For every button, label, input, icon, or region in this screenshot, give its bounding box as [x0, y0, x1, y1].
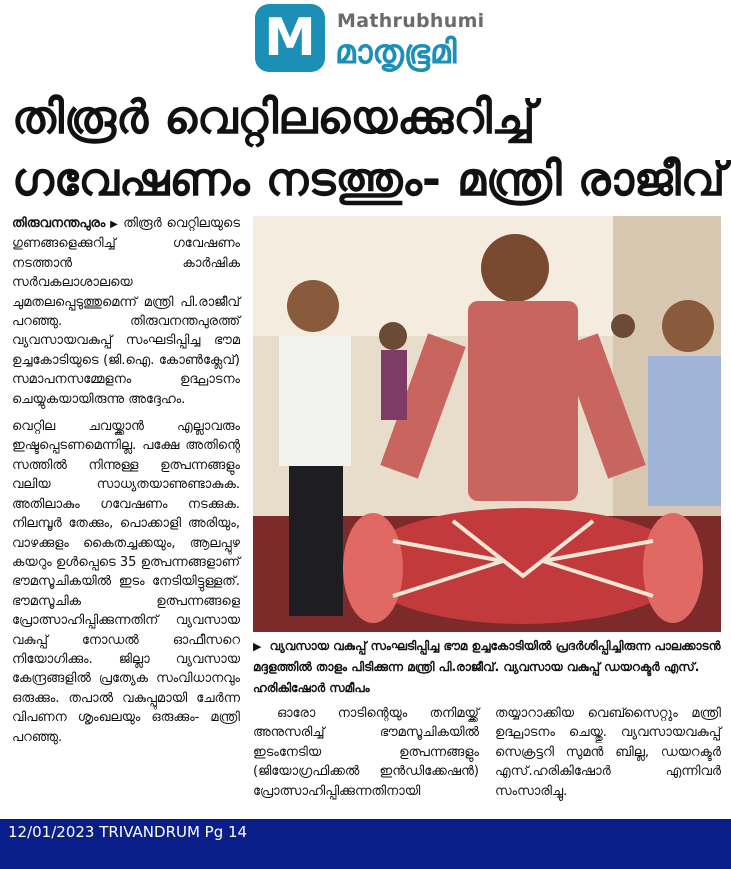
story-column-3: [495, 704, 721, 801]
brand-name-english: Mathrubhumi: [337, 10, 485, 32]
photo-caption: [253, 636, 721, 699]
story-column-2: [253, 704, 479, 801]
headline-line-1: തിരൂർ വെറ്റിലയെക്കുറിച്ച്: [12, 90, 536, 144]
masthead: [255, 4, 485, 76]
footer-edition-label: 12/01/2023 TRIVANDRUM Pg 14: [8, 823, 248, 841]
headline: [12, 86, 726, 210]
dateline-arrow-icon: ▶: [110, 219, 119, 230]
news-photo: [253, 216, 721, 632]
headline-line-2: ഗവേഷണം നടത്തും- മന്ത്രി രാജീവ്: [12, 152, 726, 206]
photo-illustration: [253, 216, 721, 632]
story-column-3-text: തയ്യാറാക്കിയ വെബ്സൈറ്റും മന്ത്രി ഉദ്ഘാടനം ചെയ്തു. വ്യവസായവകുപ്പ് സെക്രട്ടറി സുമൻ ബില്ല, ഡയറക്ടർ എസ്.ഹരികിഷോർ എന്നിവർ സംസാരിച്ചു.: [495, 706, 721, 799]
story-paragraph-2: വെറ്റില ചവയ്ക്കാൻ എല്ലാവരും ഇഷ്ടപ്പെടണമെന്നില്ല. പക്ഷേ അതിന്റെ സത്തിൽ നിന്നുള്ള ഉത്പന്നങ്ങളും വലിയ സാധ്യതയാണുണ്ടാകുക. അതിലാകും ഗവേഷണം നടക്കുക. നിലമ്പൂർ തേക്കും, പൊക്കാളി അരിയും, വാഴക്കുളം കൈതച്ചക്കയും, ആലപ്പുഴ കയറും ഉൾപ്പെടെ 35 ഉത്പന്നങ്ങളാണ് ഭൗമസൂചികയിൽ ഇടം നേടിയിട്ടുള്ളത്. ഭൗമസൂചിക ഉത്പന്നങ്ങളെ പ്രോത്സാഹിപ്പിക്കുന്നതിന് വ്യവസായ വകുപ്പ് നോഡൽ ഓഫീസറെ നിയോഗിക്കും. ജില്ലാ വ്യവസായ കേന്ദ്രങ്ങളിൽ പ്രത്യേക സംവിധാനവും ഒരുക്കും. തപാൽ വകുപ്പുമായി ചേർന്ന വിപണന ശൃംഖലയും ഒരുക്കും- മന്ത്രി പറഞ്ഞു.: [12, 419, 240, 745]
logo-letter: M: [264, 8, 316, 68]
dateline: തിരുവനന്തപുരം: [12, 216, 106, 231]
caption-text: വ്യവസായ വകുപ്പ് സംഘടിപ്പിച്ച ഭൗമ ഉച്ചകോടിയിൽ പ്രദർശിപ്പിച്ചിരുന്ന പാലക്കാടൻ മദ്ദളത്തിൽ താളം പിടിക്കുന്ന മന്ത്രി പി.രാജീവ്. വ്യവസായ വകുപ്പ് ഡയറക്ടർ എസ്. ഹരികിഷോർ സമീപം: [253, 639, 721, 695]
logo-mark: [255, 4, 325, 72]
brand-name-malayalam: മാതൃഭൂമി: [335, 32, 457, 71]
story-paragraph-1: [12, 214, 240, 409]
story-column-1: [12, 214, 240, 755]
caption-marker-icon: ▶: [253, 640, 262, 653]
story-paragraph-1-text: തിരൂർ വെറ്റിലയുടെ ഗുണങ്ങളെക്കുറിച്ച് ഗവേഷണം നടത്താൻ കാർഷിക സർവകലാശാലയെ ചുമതലപ്പെടുത്തുമെന്ന് മന്ത്രി പി.രാജീവ് പറഞ്ഞു. തിരുവനന്തപുരത്ത് വ്യവസായവകുപ്പ് സംഘടിപ്പിച്ച ഭൗമ ഉച്ചകോടിയുടെ (ജി.ഐ. കോൺക്ലേവ്) സമാപനസമ്മേളനം ഉദ്ഘാടനം ചെയ്യുകയായിരുന്നു അദ്ദേഹം.: [12, 216, 240, 407]
footer-bar: [0, 819, 731, 869]
story-column-2-text: ഓരോ നാടിന്റെയും തനിമയ്ക്ക് അനുസരിച്ച് ഭൗമസൂചികയിൽ ഇടംനേടിയ ഉത്പന്നങ്ങളും (ജിയോഗ്രഫിക്കൽ ഇൻഡിക്കേഷൻ) പ്രോത്സാഹിപ്പിക്കുന്നതിനായി: [253, 706, 479, 799]
